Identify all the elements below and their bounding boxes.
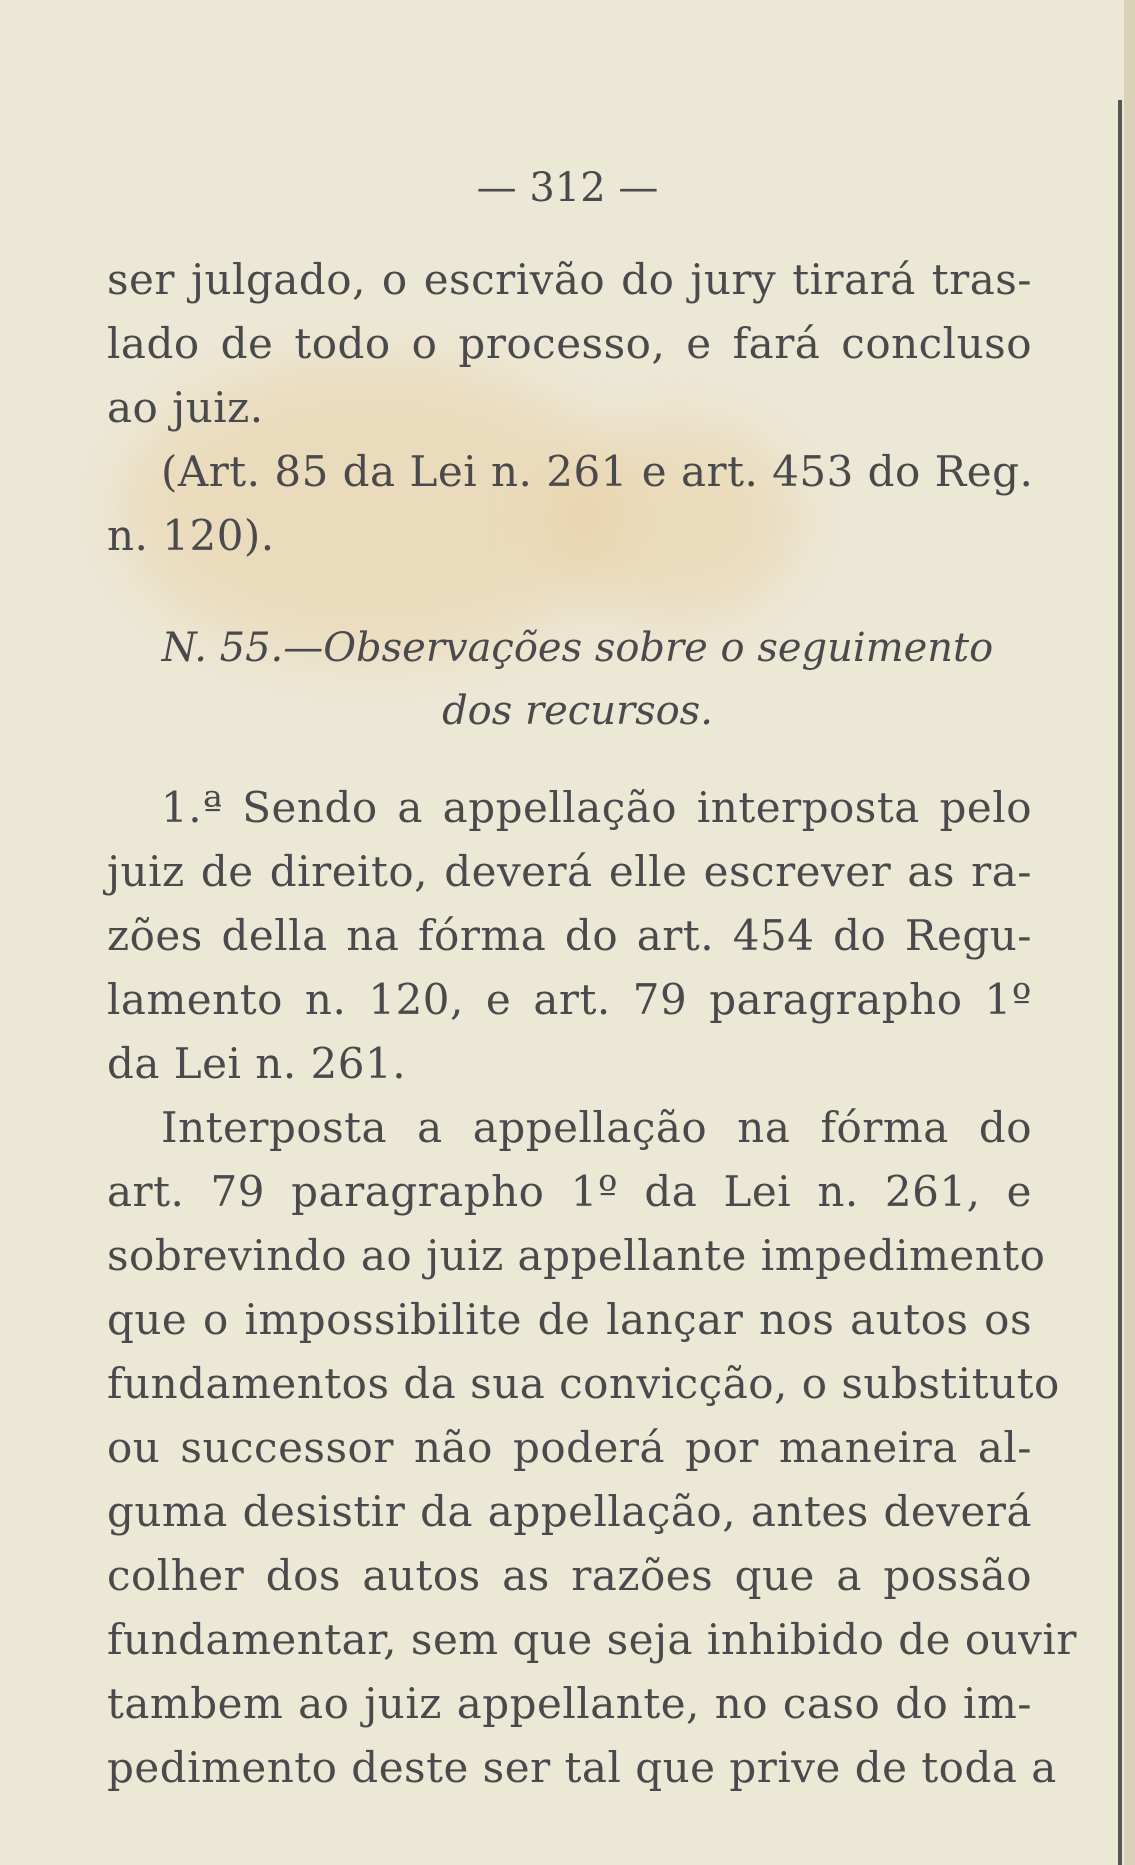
citation-line: n. 120). [107,511,275,560]
text-line: fundamentos da sua convicção, o substituto [107,1359,1060,1408]
text-line: ao juiz. [107,383,264,432]
text-line: 1.ª Sendo a appellação interposta pelo [161,783,1032,832]
text-line: tambem ao juiz appellante, no caso do im- [107,1679,1032,1728]
citation-line: (Art. 85 da Lei n. 261 e art. 453 do Reg. [161,447,1034,496]
text-line: lamento n. 120, e art. 79 paragrapho 1º [107,975,1032,1024]
page-number: — 312 — [476,165,659,211]
page-edge-shadow [1124,0,1135,1865]
text-line: juiz de direito, deverá elle escrever as ra- [107,847,1032,896]
page-edge-line [1118,100,1122,1865]
text-line: que o impossibilite de lançar nos autos os [107,1295,1032,1344]
text-line: ser julgado, o escrivão do jury tirará tras- [107,255,1032,304]
text-line: sobrevindo ao juiz appellante impedimento [107,1231,1046,1280]
text-line: Interposta a appellação na fórma do [161,1103,1032,1152]
text-line: colher dos autos as razões que a possão [107,1551,1032,1600]
section-heading: N. 55.—Observações sobre o seguimento [161,625,994,671]
text-line: guma desistir da appellação, antes deverá [107,1487,1032,1536]
text-line: fundamentar, sem que seja inhibido de ouvir [107,1615,1077,1664]
text-line: pedimento deste ser tal que prive de toda a [107,1743,1057,1792]
text-line: lado de todo o processo, e fará concluso [107,319,1032,368]
text-line: zões della na fórma do art. 454 do Regu- [107,911,1032,960]
text-line: da Lei n. 261. [107,1039,407,1088]
text-line: art. 79 paragrapho 1º da Lei n. 261, e [107,1167,1032,1216]
text-line: ou successor não poderá por maneira al- [107,1423,1032,1472]
section-heading: dos recursos. [442,688,713,734]
